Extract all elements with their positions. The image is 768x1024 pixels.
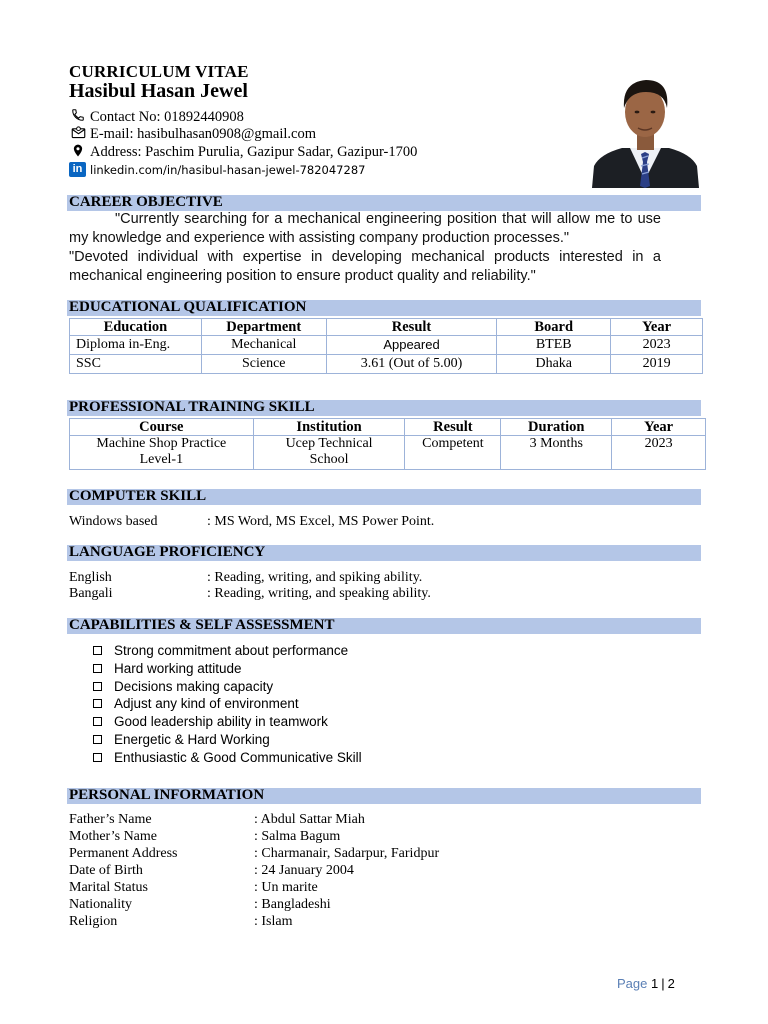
career-objective-text bbox=[69, 210, 661, 286]
field-label: Mother’s Name bbox=[69, 829, 157, 844]
objective-paragraph-2: "Devoted individual with expertise in developing mechanical products interested in a mechanical engineering position to ensure product quality and reliability." bbox=[69, 249, 661, 284]
list-item: Good leadership ability in teamwork bbox=[93, 714, 328, 729]
list-item: Adjust any kind of environment bbox=[93, 696, 299, 711]
table-cell: Machine Shop Practice Level-1 bbox=[70, 436, 254, 470]
table-cell: SSC bbox=[70, 355, 202, 374]
linkedin-line bbox=[69, 162, 365, 177]
checkbox-icon bbox=[93, 646, 102, 655]
address-text: Address: Paschim Purulia, Gazipur Sadar, Gazipur-1700 bbox=[90, 144, 418, 160]
field-value: : Salma Bagum bbox=[254, 829, 341, 844]
table-cell: Ucep Technical School bbox=[253, 436, 405, 470]
field-label: Religion bbox=[69, 914, 118, 929]
list-item: Hard working attitude bbox=[93, 661, 242, 676]
page-total: 2 bbox=[667, 976, 675, 991]
page-current: 1 bbox=[651, 976, 659, 991]
table-cell: Competent bbox=[405, 436, 501, 470]
location-pin-icon bbox=[69, 144, 87, 161]
table-header-row bbox=[70, 419, 706, 436]
table-cell: Science bbox=[201, 355, 326, 374]
column-header: Board bbox=[497, 319, 611, 336]
table-header-row bbox=[70, 319, 703, 336]
table-cell: 2023 bbox=[612, 436, 706, 470]
field-value: : Bangladeshi bbox=[254, 897, 331, 912]
email-icon bbox=[69, 126, 87, 143]
table-row bbox=[70, 355, 703, 374]
checkbox-icon bbox=[93, 753, 102, 762]
table-cell: Diploma in-Eng. bbox=[70, 336, 202, 355]
column-header: Department bbox=[201, 319, 326, 336]
page-number bbox=[617, 976, 675, 991]
document-label: CURRICULUM VITAE bbox=[69, 62, 249, 81]
field-value: : Un marite bbox=[254, 880, 318, 895]
field-label: Nationality bbox=[69, 897, 132, 912]
field-value: : 24 January 2004 bbox=[254, 863, 354, 878]
table-row bbox=[70, 336, 703, 355]
list-item: Energetic & Hard Working bbox=[93, 732, 270, 747]
contact-line bbox=[69, 108, 244, 126]
table-cell: Dhaka bbox=[497, 355, 611, 374]
field-value: : Abdul Sattar Miah bbox=[254, 812, 365, 827]
language-level: : Reading, writing, and speaking ability. bbox=[207, 586, 431, 601]
language-name: English bbox=[69, 570, 112, 585]
contact-number: Contact No: 01892440908 bbox=[90, 108, 244, 125]
phone-icon bbox=[69, 108, 87, 126]
training-table bbox=[69, 418, 706, 470]
column-header: Institution bbox=[253, 419, 405, 436]
email-text[interactable]: E-mail: hasibulhasan0908@gmail.com bbox=[90, 126, 316, 142]
linkedin-url[interactable]: linkedin.com/in/hasibul-hasan-jewel-782047287 bbox=[90, 162, 366, 177]
column-header: Year bbox=[611, 319, 703, 336]
capabilities-heading: CAPABILITIES & SELF ASSESSMENT bbox=[67, 618, 701, 634]
column-header: Course bbox=[70, 419, 254, 436]
list-item: Enthusiastic & Good Communicative Skill bbox=[93, 750, 362, 765]
column-header: Duration bbox=[501, 419, 612, 436]
skill-label: Windows based bbox=[69, 514, 158, 529]
checkbox-icon bbox=[93, 717, 102, 726]
field-value: : Charmanair, Sadarpur, Faridpur bbox=[254, 846, 440, 861]
checkbox-icon bbox=[93, 682, 102, 691]
page-separator: | bbox=[661, 976, 665, 991]
education-heading: EDUCATIONAL QUALIFICATION bbox=[67, 300, 701, 316]
field-label: Marital Status bbox=[69, 880, 148, 895]
checkbox-icon bbox=[93, 664, 102, 673]
checkbox-icon bbox=[93, 735, 102, 744]
column-header: Year bbox=[612, 419, 706, 436]
table-cell: 2019 bbox=[611, 355, 703, 374]
page-word: Page bbox=[617, 976, 648, 991]
list-item: Strong commitment about performance bbox=[93, 643, 348, 658]
personal-info-heading: PERSONAL INFORMATION bbox=[67, 788, 701, 804]
linkedin-icon: in bbox=[69, 162, 86, 177]
field-value: : Islam bbox=[254, 914, 293, 929]
table-cell: Appeared bbox=[326, 336, 497, 355]
table-cell: 3 Months bbox=[501, 436, 612, 470]
table-cell: 3.61 (Out of 5.00) bbox=[326, 355, 497, 374]
skill-value: : MS Word, MS Excel, MS Power Point. bbox=[207, 514, 435, 529]
table-cell: Mechanical bbox=[201, 336, 326, 355]
computer-skill-heading: COMPUTER SKILL bbox=[67, 489, 701, 505]
training-heading: PROFESSIONAL TRAINING SKILL bbox=[67, 400, 701, 416]
column-header: Result bbox=[326, 319, 497, 336]
language-heading: LANGUAGE PROFICIENCY bbox=[67, 545, 701, 561]
table-cell: 2023 bbox=[611, 336, 703, 355]
table-row bbox=[70, 436, 706, 470]
field-label: Date of Birth bbox=[69, 863, 143, 878]
language-name: Bangali bbox=[69, 586, 113, 601]
language-level: : Reading, writing, and spiking ability. bbox=[207, 570, 423, 585]
education-table bbox=[69, 318, 703, 374]
table-cell: BTEB bbox=[497, 336, 611, 355]
column-header: Result bbox=[405, 419, 501, 436]
career-objective-heading: CAREER OBJECTIVE bbox=[67, 195, 701, 211]
candidate-name: Hasibul Hasan Jewel bbox=[69, 80, 248, 102]
address-line bbox=[69, 144, 417, 161]
checkbox-icon bbox=[93, 699, 102, 708]
column-header: Education bbox=[70, 319, 202, 336]
profile-photo bbox=[592, 68, 699, 188]
objective-paragraph-1: "Currently searching for a mechanical engineering position that will allow me to use my knowledge and experience with assisting company production processes." bbox=[69, 211, 661, 246]
email-line bbox=[69, 126, 316, 143]
field-label: Father’s Name bbox=[69, 812, 152, 827]
list-item: Decisions making capacity bbox=[93, 679, 273, 694]
field-label: Permanent Address bbox=[69, 846, 178, 861]
